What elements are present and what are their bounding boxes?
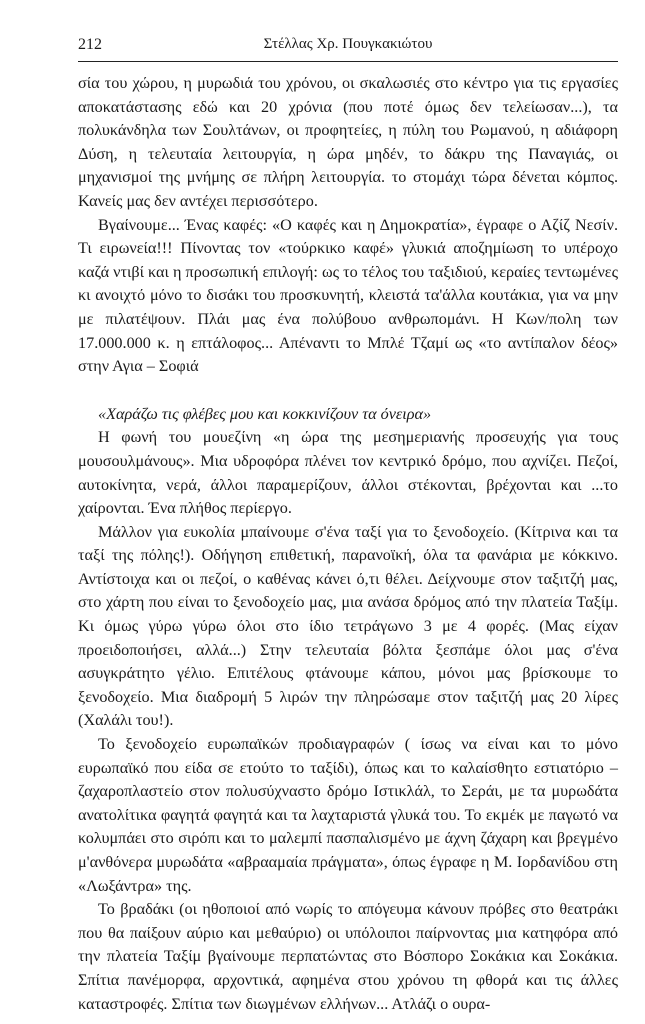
body-text	[78, 72, 618, 1016]
paragraph: Μάλλον για ευκολία μπαίνουμε σ'ένα ταξί για το ξενοδοχείο. (Κίτρινα και τα ταξί της πόλης!). Οδήγηση επιθετική, παρανοϊκή, όλα τα φανάρια με κόκκινο. Αντίστοιχα και οι πεζοί, ο καθένας κάνει ό,τι θέλει. Δείχνουμε στον ταξιτζή μας, στο χάρτη που είναι το ξενοδοχείο μας, μια ανάσα δρόμος από την πλατεία Ταξίμ. Κι όμως γύρω γύρω όλοι στο ίδιο τετράγωνο 3 με 4 φορές. (Μας είχαν προειδοποιήσει, αλλά...) Στην τελευταία βόλτα ξεσπάμε όλοι μας σ'ένα ασυγκράτητο γέλιο. Επιτέλους φτάνουμε κάπου, μόνοι μας βρίσκουμε το ξενοδοχείο. Μια διαδρομή 5 λιρών την πληρώσαμε στον ταξιτζή μας 20 λίρες (Χαλάλι του!).	[78, 522, 618, 730]
paragraph: Βγαίνουμε... Ένας καφές: «Ο καφές και η Δημοκρατία», έγραφε ο Αζίζ Νεσίν. Τι ειρωνεία!!! Πίνοντας τον «τούρκικο καφέ» γλυκιά αποζημίωση το υπέροχο καζά ντιβί και η προσωπική επιλογή: ως το τέλος του ταξιδιού, κεραίες τεντωμένες κι ανοιχτό μόνο το δισάκι του προσκυνητή, κλειστά τα'άλλα κουτάκια, για να μην με πιλατέψουν. Πλάι μας ένα πολύβουο ανθρωπομάνι. Η Κων/πολη των 17.000.000 κ. η επτάλοφος... Απέναντι το Μπλέ Τζαμί ως «το αντίπαλον δέος» στην Αγια – Σοφιά	[78, 215, 618, 376]
running-head: Στέλλας Χρ. Πουγκακιώτου	[263, 36, 433, 52]
page-number: 212	[78, 36, 102, 53]
section-heading: «Χαράζω τις φλέβες μου και κοκκινίζουν τα όνειρα»	[98, 404, 432, 423]
paragraph: Το ξενοδοχείο ευρωπαϊκών προδιαγραφών ( ίσως να είναι και το μόνο ευρωπαϊκό που είδα σε ετούτο το ταξίδι), όπως και το καλαίσθητο εστιατόριο – ζαχαροπλαστείο στον πολυσύχναστο δρόμο Ιστικλάλ, το Σεράι, με τα μυρωδάτα ανατολίτικα φαγητά φαγητά και τα λαχταριστά γλυκά του. Το εκμέκ με παγωτό να κολυμπάει στο σιρόπι και το μαλεμπί πασπαλισμένο με άχνη ζάχαρη και βρεγμένο μ'ανθόνερα μυρωδάτα «αβρααμαία πράγματα», όπως έγραφε η Μ. Ιορδανίδου στη «Λωξάντρα» της.	[78, 735, 618, 895]
header-rule	[78, 61, 618, 62]
page-header	[78, 36, 618, 62]
paragraph: Το βραδάκι (οι ηθοποιοί από νωρίς το απόγευμα κάνουν πρόβες στο θεατράκι που θα παίξουν αύριο και μεθαύριο) οι υπόλοιποι παίρνοντας μια κατηφόρα από την πλατεία Ταξίμ βγαίνουμε περπατώντας στο Βόσπορο Σοκάκια και Σοκάκια. Σπίτια πανέμορφα, αρχοντικά, αφημένα στου χρόνου τη φθορά και τις άλλες καταστροφές. Σπίτια των διωγμένων ελλήνων... Ατλάζι ο ουρα-	[78, 900, 618, 1013]
paragraph: σία του χώρου, η μυρωδιά του χρόνου, οι σκαλωσιές στο κέντρο για τις εργασίες αποκατάστασης εδώ και 20 χρόνια (που ποτέ όμως δεν τελείωσαν...), τα πολυκάνδηλα των Σουλτάνων, οι προφητείες, η πύλη του Ρωμανού, η αδιάφορη Δύση, η τελευταία λειτουργία, η ώρα μηδέν, το δάκρυ της Παναγιάς, οι μηχανισμοί της μνήμης σε πλήρη λειτουργία. το στομάχι τώρα δένεται κόμπος. Κανείς μας δεν αντέχει περισσότερο.	[78, 74, 618, 210]
paragraph: Η φωνή του μουεζίνη «η ώρα της μεσημεριανής προσευχής για τους μουσουλμάνους». Μια υδροφόρα πλένει τον κεντρικό δρόμο, που αχνίζει. Πεζοί, αυτοκίνητα, νερά, άλλοι παραμερίζουν, άλλοι στέκονται, βρέχονται και ...το χαίρονται. Ένα πλήθος περίεργο.	[78, 428, 618, 518]
